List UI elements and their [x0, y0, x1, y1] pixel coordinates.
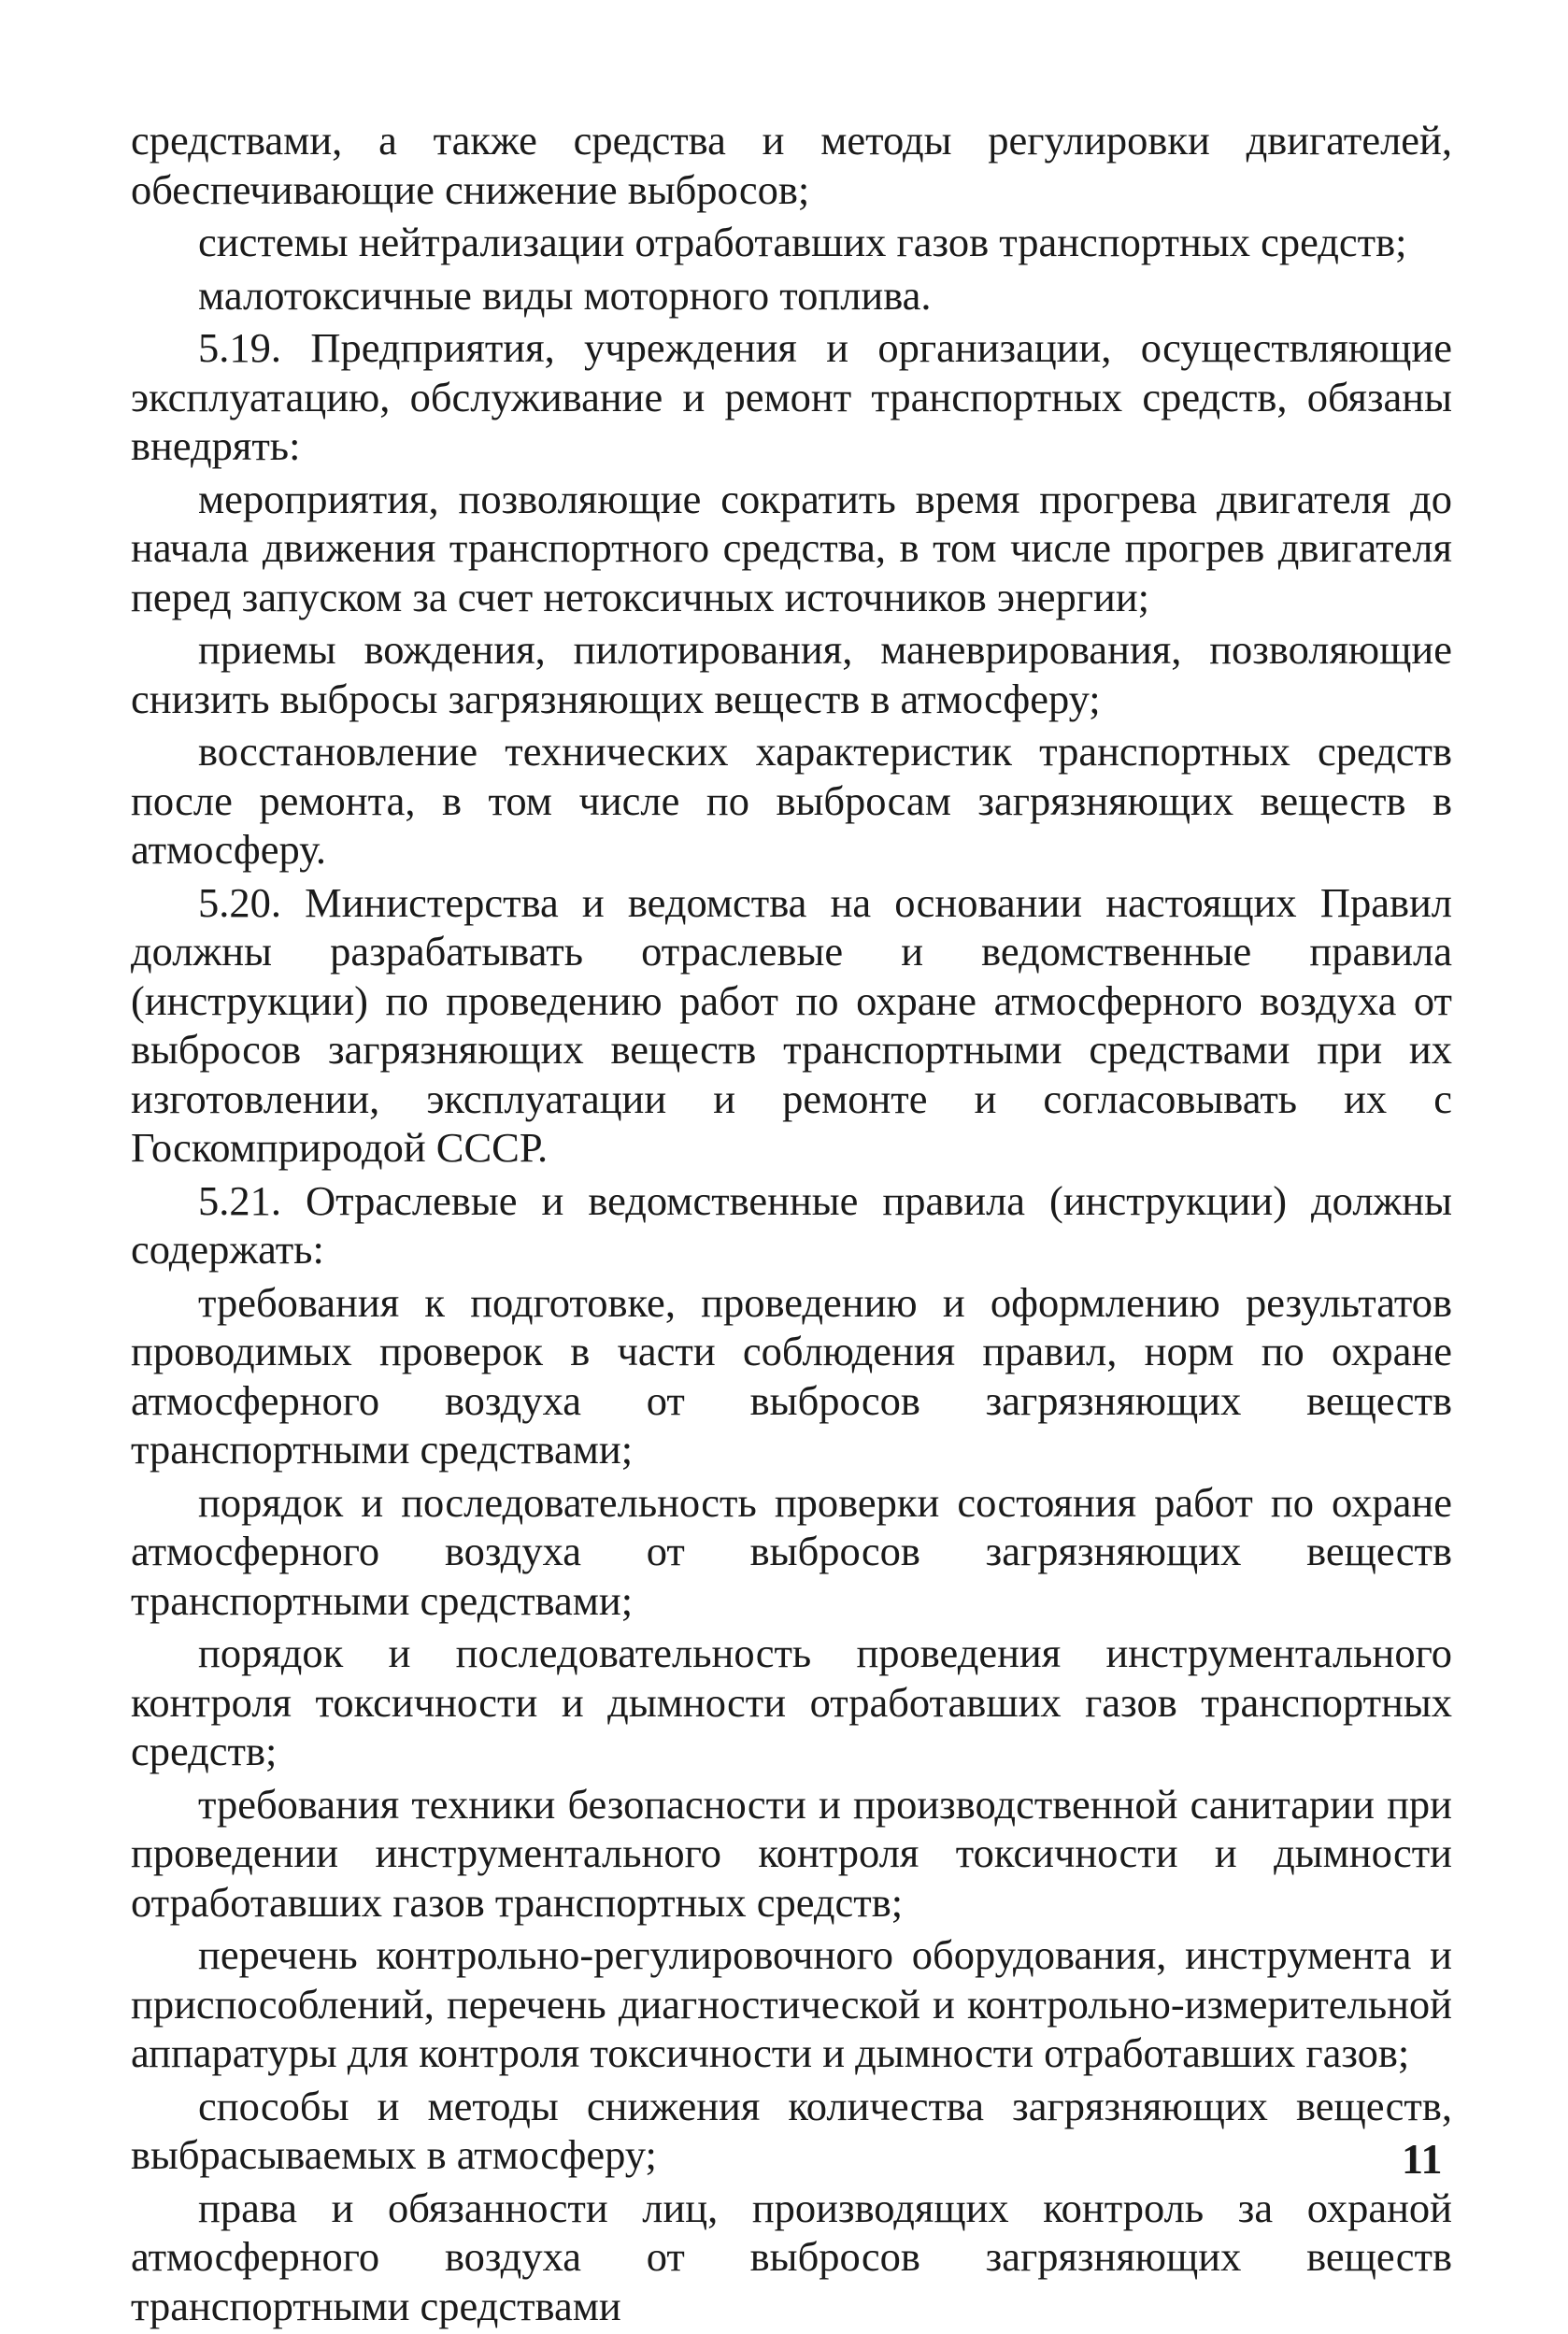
paragraph-equipment-list: перечень контрольно-регулировочного оборудования, инструмента и приспособлений, перечень диагностической и контрольно-измерительной аппаратуры для контроля токсичности и дымности отработавших газов;	[131, 1931, 1452, 2076]
paragraph-restoration: восстановление технических характеристик транспортных средств после ремонта, в том числе по выбросам загрязняющих веществ в атмосферу.	[131, 728, 1452, 873]
paragraph-inspection-requirements: требования к подготовке, проведению и оформлению результатов проводимых проверок в части соблюдения правил, норм по охране атмосферного воздуха от выбросов загрязняющих веществ транспортными средствами;	[131, 1278, 1452, 1473]
page-number: 11	[1402, 2135, 1443, 2183]
paragraph-5-21: 5.21. Отраслевые и ведомственные правила (инструкции) должны содержать:	[131, 1176, 1452, 1273]
paragraph-low-toxic-fuel: малотоксичные виды моторного топлива.	[198, 271, 932, 319]
paragraph-driving-techniques: приемы вождения, пилотирования, маневрирования, позволяющие снизить выбросы загрязняющих веществ в атмосферу;	[131, 626, 1452, 722]
paragraph-warmup-measures: мероприятия, позволяющие сократить время прогрева двигателя до начала движения транспортного средства, в том числе прогрев двигателя перед запуском за счет нетоксичных источников энергии;	[131, 475, 1452, 620]
paragraph-reduction-methods: способы и методы снижения количества загрязняющих веществ, выбрасываемых в атмосферу;	[131, 2082, 1452, 2178]
paragraph-safety-requirements: требования техники безопасности и производственной санитарии при проведении инструментального контроля токсичности и дымности отработавших газов транспортных средств;	[131, 1780, 1452, 1926]
paragraph-5-19: 5.19. Предприятия, учреждения и организации, осуществляющие эксплуатацию, обслуживание и ремонт транспортных средств, обязаны внедрять:	[131, 324, 1452, 469]
paragraph-instrumental-control: порядок и последовательность проведения инструментального контроля токсичности и дымности отработавших газов транспортных средств;	[131, 1630, 1452, 1774]
paragraph-neutralization-systems: системы нейтрализации отработавших газов транспортных средств;	[198, 219, 1407, 265]
page-text	[131, 116, 1452, 2334]
paragraph-5-20: 5.20. Министерства и ведомства на основании настоящих Правил должны разрабатывать отраслевые и ведомственные правила (инструкции) по проведению работ по охране атмосферного воздуха от выбросов загрязняющих веществ транспортными средствами при их изготовлении, эксплуатации и ремонте и согласовывать их с Госкомприродой СССР.	[131, 878, 1452, 1171]
paragraph-rights-duties: права и обязанности лиц, производящих контроль за охраной атмосферного воздуха от выбросов загрязняющих веществ транспортными средствами	[131, 2184, 1452, 2329]
paragraph-continuation: средствами, а также средства и методы регулировки двигателей, обеспечивающие снижение выбросов;	[131, 117, 1452, 213]
paragraph-inspection-order: порядок и последовательность проверки состояния работ по охране атмосферного воздуха от выбросов загрязняющих веществ транспортными средствами;	[131, 1478, 1452, 1624]
